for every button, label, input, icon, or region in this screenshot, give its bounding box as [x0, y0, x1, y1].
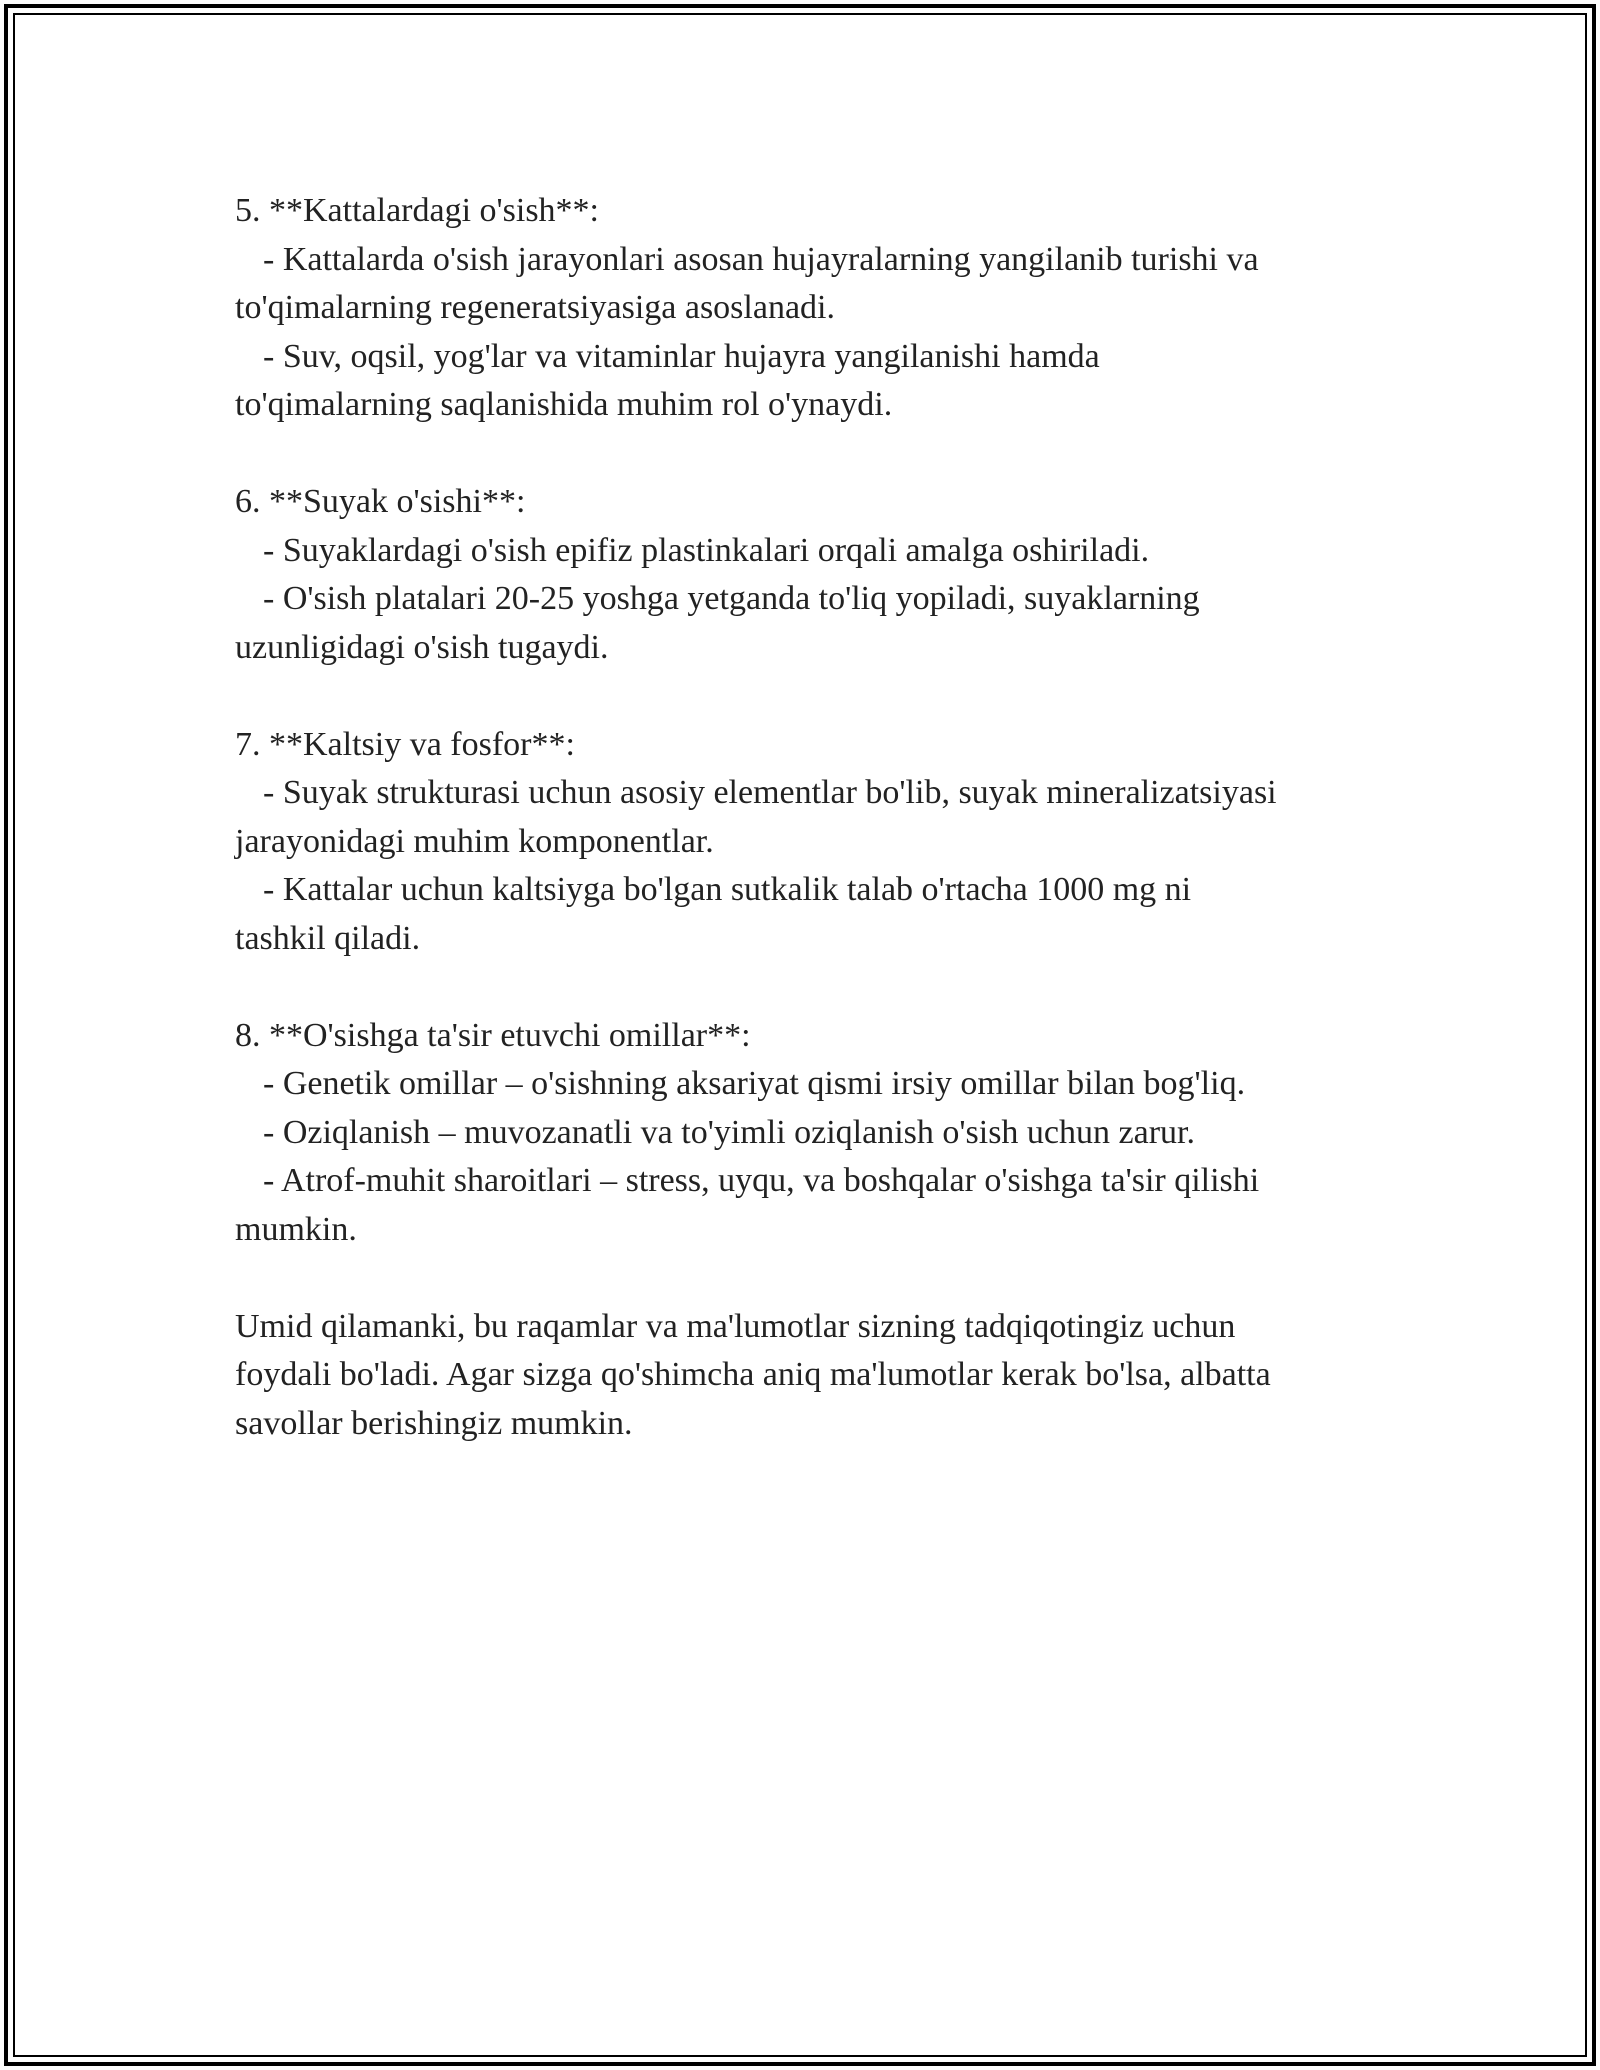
bullet-line: - Oziqlanish – muvozanatli va to'yimli oziqlanish o'sish uchun zarur.	[263, 1113, 1195, 1151]
document-body	[235, 187, 1385, 1497]
bullet-line: - Genetik omillar – o'sishning aksariyat qismi irsiy omillar bilan bog'liq.	[263, 1065, 1246, 1102]
closing-line: Umid qilamanki, bu raqamlar va ma'lumotlar sizning tadqiqotingiz uchun	[235, 1307, 1236, 1345]
section-bone-growth	[235, 478, 1385, 672]
section-heading: 5. **Kattalardagi o'sish**:	[235, 192, 600, 229]
closing-line: foydali bo'ladi. Agar sizga qo'shimcha aniq ma'lumotlar kerak bo'lsa, albatta	[235, 1356, 1271, 1393]
bullet-continuation: uzunligidagi o'sish tugaydi.	[235, 628, 609, 666]
section-heading: 7. **Kaltsiy va fosfor**:	[235, 725, 575, 763]
closing-paragraph	[235, 1303, 1385, 1449]
bullet-continuation: to'qimalarning saqlanishida muhim rol o'ynaydi.	[235, 386, 893, 423]
bullet-continuation: to'qimalarning regeneratsiyasiga asoslanadi.	[235, 289, 835, 326]
section-heading: 6. **Suyak o'sishi**:	[235, 483, 526, 520]
section-heading: 8. **O'sishga ta'sir etuvchi omillar**:	[235, 1016, 751, 1054]
closing-line: savollar berishingiz mumkin.	[235, 1404, 633, 1442]
bullet-continuation: jarayonidagi muhim komponentlar.	[235, 822, 714, 860]
bullet-line: - Suyak strukturasi uchun asosiy elementlar bo'lib, suyak mineralizatsiyasi	[263, 774, 1277, 811]
bullet-line: - O'sish platalari 20-25 yoshga yetganda to'liq yopiladi, suyaklarning	[263, 580, 1200, 617]
section-adult-growth	[235, 187, 1385, 430]
bullet-line: - Kattalar uchun kaltsiyga bo'lgan sutkalik talab o'rtacha 1000 mg ni	[263, 871, 1192, 908]
bullet-line: - Suv, oqsil, yog'lar va vitaminlar hujayra yangilanishi hamda	[263, 337, 1100, 375]
bullet-continuation: tashkil qiladi.	[235, 919, 421, 957]
bullet-line: - Suyaklardagi o'sish epifiz plastinkalari orqali amalga oshiriladi.	[263, 531, 1150, 569]
section-growth-factors	[235, 1012, 1385, 1255]
bullet-continuation: mumkin.	[235, 1210, 357, 1248]
section-calcium-phosphorus	[235, 721, 1385, 964]
bullet-line: - Atrof-muhit sharoitlari – stress, uyqu, va boshqalar o'sishga ta'sir qilishi	[263, 1162, 1260, 1199]
bullet-line: - Kattalarda o'sish jarayonlari asosan hujayralarning yangilanib turishi va	[263, 240, 1259, 278]
